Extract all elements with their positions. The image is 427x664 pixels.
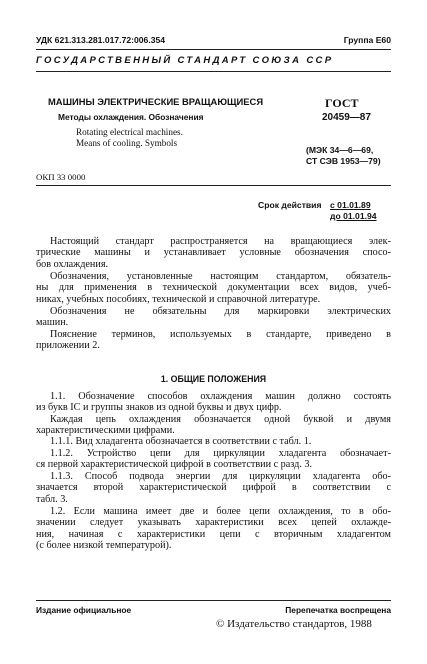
section-title: 1. ОБЩИЕ ПОЛОЖЕНИЯ bbox=[160, 374, 267, 384]
paragraph-line: Пояснение терминов, используемых в стандарте, приведено в bbox=[50, 329, 391, 340]
paragraph bbox=[36, 306, 391, 329]
paragraph-line: значении следует указывать характеристики всех цепей охлажде- bbox=[36, 517, 391, 529]
validity-from: с 01.01.89 bbox=[330, 200, 371, 210]
cmea-reference: СТ СЭВ 1953—79) bbox=[306, 156, 381, 166]
group-code: Группа Е60 bbox=[343, 35, 391, 45]
paragraph-line: приложении 2. bbox=[36, 340, 100, 352]
publisher-copyright: © Издательство стандартов, 1988 bbox=[216, 618, 372, 630]
paragraph-line: Обозначения не обязательны для маркировки электрических bbox=[50, 306, 391, 317]
footer-rule bbox=[36, 600, 391, 601]
reprint-prohibited-label: Перепечатка воспрещена bbox=[285, 605, 391, 615]
paragraph-line: значается второй характеристической цифрой в соответствии с bbox=[36, 482, 391, 494]
paragraph-line: Каждая цепь охлаждения обозначается одной буквой и двумя bbox=[50, 414, 391, 425]
paragraph-line: трические машины и устанавливает условные обозначения спосо- bbox=[36, 247, 391, 259]
paragraph bbox=[36, 391, 391, 414]
gost-number: 20459—87 bbox=[322, 112, 371, 123]
english-title-line-2: Means of cooling. Symbols bbox=[76, 138, 178, 148]
document-subtitle: Методы охлаждения. Обозначения bbox=[58, 112, 204, 122]
paragraph-line: ния, начиная с характеристики цепи с вторичным хладагентом bbox=[36, 528, 391, 540]
header-rule-bottom bbox=[36, 71, 391, 72]
paragraph-line: 1.1.3. Способ подвода энергии для циркуляции хладагента обо- bbox=[50, 471, 391, 482]
paragraph-line: машин. bbox=[36, 317, 69, 329]
validity-label: Срок действия bbox=[258, 200, 322, 210]
paragraph bbox=[36, 506, 391, 551]
gost-label: ГОСТ bbox=[325, 96, 359, 110]
paragraph-line: Настоящий стандарт распространяется на вращающиеся элек- bbox=[50, 236, 391, 247]
paragraph-line: из букв IC и группы знаков из одной буквы и двух цифр. bbox=[36, 402, 282, 414]
state-standard-banner: ГОСУДАРСТВЕННЫЙ СТАНДАРТ СОЮЗА ССР bbox=[36, 55, 334, 66]
header-rule-top bbox=[36, 49, 391, 50]
paragraph-line: ны для применения в технической документации всех видов, учеб- bbox=[36, 282, 391, 294]
paragraph bbox=[36, 471, 391, 505]
paragraph-line: бов охлаждения. bbox=[36, 258, 109, 270]
udk-code: УДК 621.313.281.017.72:006.354 bbox=[36, 35, 166, 45]
paragraph bbox=[36, 414, 391, 437]
paragraph bbox=[36, 329, 391, 352]
official-edition-label: Издание официальное bbox=[36, 605, 132, 615]
paragraph-line: табл. 3. bbox=[36, 493, 68, 505]
iec-reference: (МЭК 34—6—69, bbox=[306, 145, 374, 155]
document-title: МАШИНЫ ЭЛЕКТРИЧЕСКИЕ ВРАЩАЮЩИЕСЯ bbox=[48, 96, 264, 107]
paragraph bbox=[36, 448, 391, 471]
paragraph-line: Обозначения, установленные настоящим стандартом, обязатель- bbox=[50, 271, 391, 282]
paragraph-line: ся первой характеристической цифрой в соответствии с разд. 3. bbox=[36, 459, 313, 471]
english-title-line-1: Rotating electrical machines. bbox=[76, 127, 183, 137]
okp-code: ОКП 33 0000 bbox=[36, 172, 86, 182]
paragraph-line: 1.1.1. Вид хладагента обозначается в соответствии с табл. 1. bbox=[50, 436, 312, 447]
paragraph bbox=[36, 236, 391, 270]
paragraph-line: никах, учебных пособиях, технической и справочной литературе. bbox=[36, 293, 321, 305]
paragraph bbox=[36, 271, 391, 305]
validity-to: до 01.01.94 bbox=[330, 211, 377, 221]
title-block-rule bbox=[36, 185, 391, 186]
paragraph-line: 1.2. Если машина имеет две и более цепи охлаждения, то в обо- bbox=[50, 506, 391, 517]
paragraph-line: характеристическими цифрами. bbox=[36, 425, 175, 437]
paragraph bbox=[36, 436, 391, 447]
paragraph-line: (с более низкой температурой). bbox=[36, 539, 172, 551]
paragraph-line: 1.1. Обозначение способов охлаждения машин должно состоять bbox=[50, 391, 391, 402]
paragraph-line: 1.1.2. Устройство цепи для циркуляции хладагента обозначает- bbox=[50, 448, 391, 459]
